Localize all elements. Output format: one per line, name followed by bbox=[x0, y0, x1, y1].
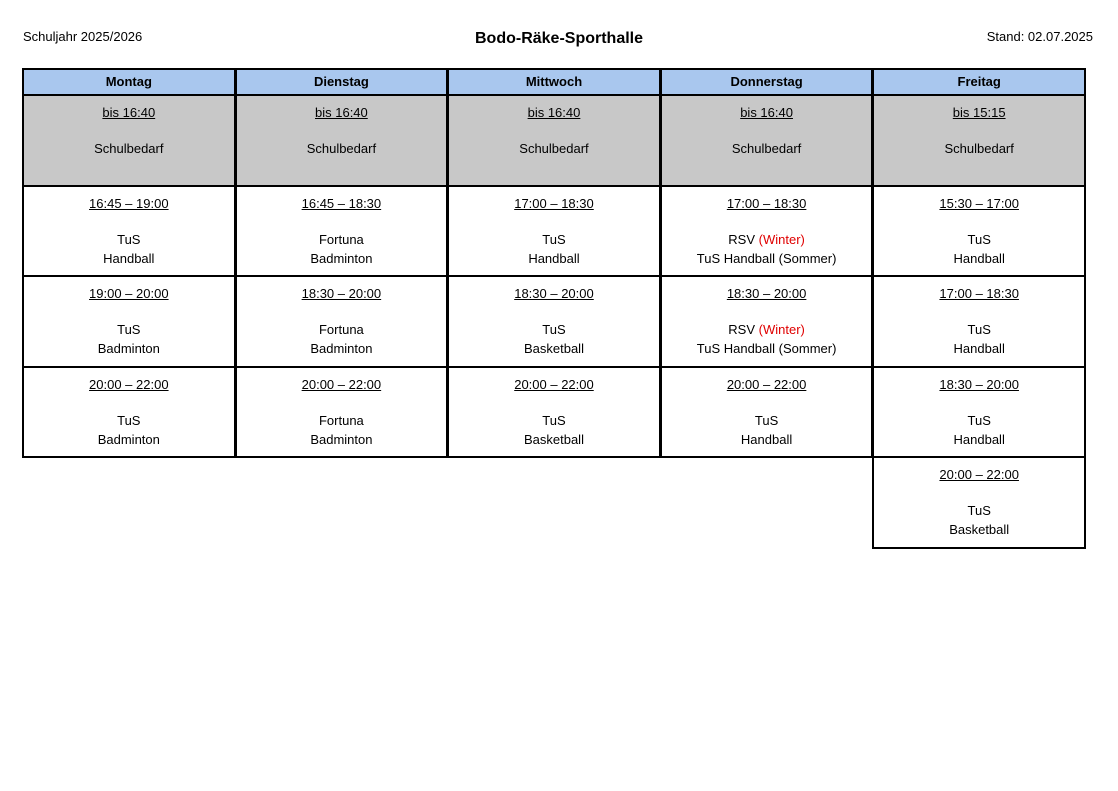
slot-time: 20:00 – 22:00 bbox=[726, 376, 807, 392]
slot-sport: Basketball bbox=[523, 341, 584, 356]
slot-sport: Handball bbox=[103, 250, 155, 266]
slot-cell bbox=[872, 456, 1086, 549]
slot-club-name: Fortuna bbox=[318, 412, 364, 428]
slot-time: 17:00 – 18:30 bbox=[726, 195, 807, 211]
slot-club bbox=[237, 322, 447, 337]
slot-time: 18:30 – 20:00 bbox=[514, 286, 594, 301]
slot-sport: Badminton bbox=[310, 250, 373, 266]
school-year-label: Schuljahr 2025/2026 bbox=[23, 29, 143, 44]
slot-sport: Handball bbox=[953, 250, 1005, 266]
slot-time: bis 15:15 bbox=[952, 105, 1006, 120]
slot-sport: Schulbedarf bbox=[519, 141, 589, 156]
slot-time: 20:00 – 22:00 bbox=[939, 467, 1019, 482]
slot-sport: Badminton bbox=[310, 341, 373, 356]
slot-club bbox=[449, 232, 659, 247]
slot-cell bbox=[447, 366, 661, 459]
slot-time: bis 16:40 bbox=[102, 105, 156, 120]
slot-sport: Badminton bbox=[97, 431, 160, 447]
slot-time: 18:30 – 20:00 bbox=[726, 286, 807, 301]
slot-club bbox=[662, 322, 872, 337]
slot-sport: Basketball bbox=[949, 522, 1010, 537]
slot-club-name: TuS bbox=[117, 322, 141, 337]
slot-club bbox=[874, 413, 1084, 428]
slot-club bbox=[449, 322, 659, 337]
slot-cell bbox=[235, 185, 449, 278]
slot-time: bis 16:40 bbox=[527, 105, 581, 120]
slot-time: 16:45 – 18:30 bbox=[301, 195, 382, 211]
slot-club-name: RSV bbox=[728, 231, 756, 247]
slot-cell bbox=[235, 275, 449, 368]
slot-club bbox=[874, 232, 1084, 247]
slot-cell bbox=[22, 185, 236, 278]
slot-club-name: RSV bbox=[728, 322, 756, 337]
slot-cell bbox=[22, 275, 236, 368]
slot-sport: Handball bbox=[740, 431, 793, 447]
slot-time: 20:00 – 22:00 bbox=[301, 376, 382, 392]
page-title: Bodo-Räke-Sporthalle bbox=[474, 30, 643, 47]
day-header-donnerstag: Donnerstag bbox=[660, 68, 874, 96]
schedule-table bbox=[22, 68, 1085, 548]
slot-club-name: TuS bbox=[117, 412, 141, 428]
slot-cell bbox=[872, 185, 1086, 278]
slot-sport: Badminton bbox=[310, 431, 373, 447]
slot-club bbox=[237, 413, 447, 428]
slot-sport: Schulbedarf bbox=[306, 141, 377, 156]
slot-cell bbox=[235, 94, 449, 187]
slot-time: 16:45 – 19:00 bbox=[89, 195, 169, 211]
slot-club bbox=[662, 413, 872, 428]
slot-time: 20:00 – 22:00 bbox=[89, 376, 169, 392]
slot-cell bbox=[447, 185, 661, 278]
slot-sport: Basketball bbox=[523, 431, 584, 447]
slot-cell bbox=[22, 94, 236, 187]
slot-club-name: TuS bbox=[542, 322, 566, 337]
slot-cell bbox=[235, 366, 449, 459]
day-header-mittwoch: Mittwoch bbox=[447, 68, 661, 96]
slot-time: bis 16:40 bbox=[315, 105, 368, 120]
slot-season-note: (Winter) bbox=[758, 231, 805, 247]
slot-club bbox=[874, 503, 1084, 518]
slot-club-name: TuS bbox=[967, 412, 991, 428]
slot-club-name: Fortuna bbox=[318, 322, 364, 337]
slot-time: bis 16:40 bbox=[740, 105, 793, 120]
slot-cell bbox=[872, 366, 1086, 459]
slot-cell bbox=[660, 94, 874, 187]
slot-sport: TuS Handball (Sommer) bbox=[696, 341, 837, 356]
day-header-freitag: Freitag bbox=[872, 68, 1086, 96]
slot-cell bbox=[447, 275, 661, 368]
slot-cell bbox=[660, 366, 874, 459]
slot-club bbox=[24, 322, 234, 337]
slot-club-name: TuS bbox=[754, 412, 779, 428]
slot-club-name: TuS bbox=[542, 412, 566, 428]
slot-cell bbox=[872, 94, 1086, 187]
slot-club bbox=[237, 232, 447, 247]
slot-time: 20:00 – 22:00 bbox=[514, 376, 594, 392]
slot-cell bbox=[872, 275, 1086, 368]
slot-sport: Handball bbox=[953, 341, 1005, 356]
slot-cell bbox=[22, 366, 236, 459]
slot-time: 18:30 – 20:00 bbox=[939, 376, 1019, 392]
slot-time: 17:00 – 18:30 bbox=[939, 286, 1019, 301]
slot-club-name: TuS bbox=[117, 231, 141, 247]
slot-time: 17:00 – 18:30 bbox=[514, 195, 594, 211]
slot-cell bbox=[660, 275, 874, 368]
slot-club bbox=[874, 322, 1084, 337]
status-date: Stand: 02.07.2025 bbox=[986, 29, 1093, 44]
slot-club-name: Fortuna bbox=[318, 231, 364, 247]
slot-time: 19:00 – 20:00 bbox=[89, 286, 169, 301]
day-header-montag: Montag bbox=[22, 68, 236, 96]
slot-sport: Schulbedarf bbox=[731, 141, 802, 156]
slot-season-note: (Winter) bbox=[758, 322, 805, 337]
slot-time: 15:30 – 17:00 bbox=[939, 195, 1019, 211]
slot-club-name: TuS bbox=[967, 322, 991, 337]
slot-club-name: TuS bbox=[542, 231, 566, 247]
slot-sport: Schulbedarf bbox=[944, 141, 1014, 156]
slot-sport: Schulbedarf bbox=[94, 141, 164, 156]
slot-club bbox=[24, 232, 234, 247]
slot-cell bbox=[660, 185, 874, 278]
slot-cell bbox=[447, 94, 661, 187]
slot-sport: Handball bbox=[528, 250, 580, 266]
slot-sport: Badminton bbox=[97, 341, 160, 356]
day-header-dienstag: Dienstag bbox=[235, 68, 449, 96]
slot-club bbox=[449, 413, 659, 428]
slot-club bbox=[24, 413, 234, 428]
slot-club-name: TuS bbox=[967, 231, 991, 247]
slot-club bbox=[662, 232, 872, 247]
slot-sport: TuS Handball (Sommer) bbox=[696, 250, 837, 266]
slot-club-name: TuS bbox=[967, 503, 991, 518]
slot-time: 18:30 – 20:00 bbox=[301, 286, 382, 301]
slot-sport: Handball bbox=[953, 431, 1005, 447]
